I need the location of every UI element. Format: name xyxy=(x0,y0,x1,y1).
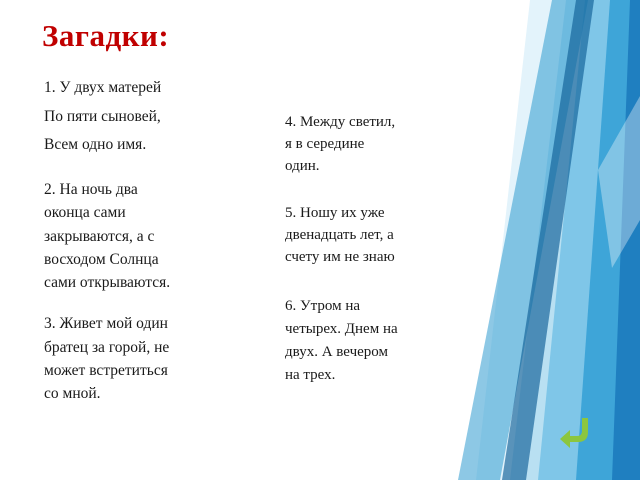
riddle-3-line-2: братец за горой, не xyxy=(44,338,170,356)
riddle-6-line-2: четырех. Днем на xyxy=(285,320,398,337)
riddle-4 xyxy=(285,112,465,177)
riddles-left-column xyxy=(44,74,244,423)
riddle-2-line-2: оконца сами xyxy=(44,204,126,222)
page-title: Загадки: xyxy=(42,18,170,53)
riddle-1-line-2: По пяти сыновей, xyxy=(44,107,161,125)
riddle-3 xyxy=(44,312,244,405)
riddle-5-line-1: 5. Ношу их уже xyxy=(285,205,385,222)
riddle-5 xyxy=(285,203,465,268)
riddle-6-line-4: на трех. xyxy=(285,367,336,384)
riddle-4-line-2: я в середине xyxy=(285,135,365,152)
riddle-2 xyxy=(44,178,244,294)
riddles-middle-column xyxy=(285,112,465,414)
riddle-6 xyxy=(285,295,465,388)
riddle-1-line-1: 1. У двух матерей xyxy=(44,79,162,96)
riddle-4-line-3: один. xyxy=(285,157,320,174)
riddle-2-line-5: сами открываются. xyxy=(44,274,171,292)
riddle-1 xyxy=(44,74,244,160)
riddle-4-line-1: 4. Между светил, xyxy=(285,114,396,130)
riddle-3-line-1: 3. Живет мой один xyxy=(44,315,168,333)
riddle-3-line-3: может встретиться xyxy=(44,361,168,379)
riddle-5-line-2: двенадцать лет, а xyxy=(285,227,394,243)
riddle-3-line-4: со мной. xyxy=(44,385,101,403)
riddle-2-line-4: восходом Солнца xyxy=(44,250,159,268)
riddle-6-line-1: 6. Утром на xyxy=(285,297,360,314)
riddle-2-line-3: закрываются, а с xyxy=(44,227,155,245)
riddle-2-line-1: 2. На ночь два xyxy=(44,181,138,199)
riddle-6-line-3: двух. А вечером xyxy=(285,344,388,360)
return-arrow-icon[interactable] xyxy=(558,412,598,452)
riddle-1-line-3: Всем одно имя. xyxy=(44,136,147,154)
riddle-5-line-3: счету им не знаю xyxy=(285,248,395,265)
